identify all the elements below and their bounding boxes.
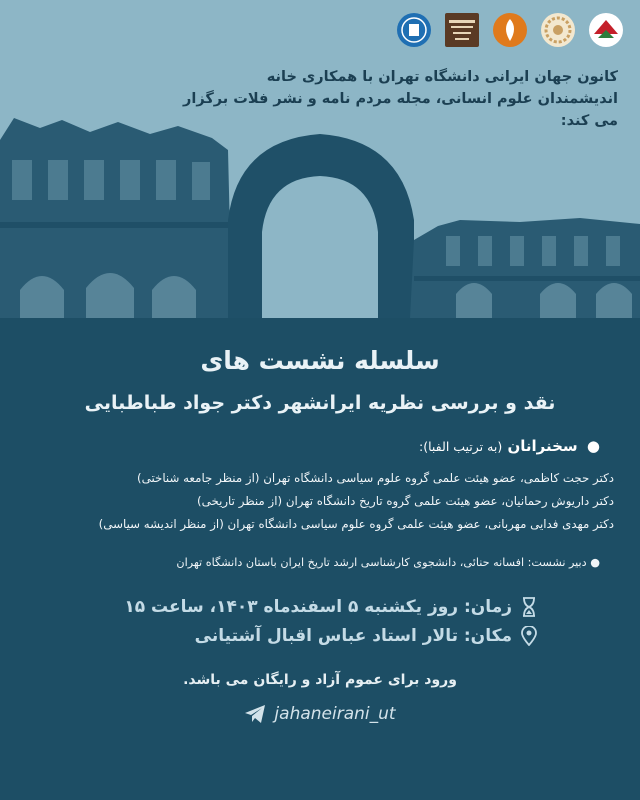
header-image-area <box>0 0 640 318</box>
organizer-line-1: کانون جهان ایرانی دانشگاه تهران با همکاری خانه <box>266 69 618 85</box>
telegram-handle[interactable]: jahaneirani_ut <box>274 704 396 724</box>
event-details <box>0 318 640 800</box>
secretary-text: دبیر نشست: افسانه حنائی، دانشجوی کارشناسی ارشد تاریخ ایران باستان دانشگاه تهران <box>176 556 587 569</box>
series-subtitle: نقد و بررسی نظریه ایرانشهر دکتر جواد طباطبایی <box>84 392 556 414</box>
bullet-icon: ● <box>586 437 600 455</box>
speakers-heading-note: (به ترتیب الفبا): <box>419 439 503 454</box>
telegram-icon <box>244 704 266 724</box>
event-place <box>195 626 538 646</box>
event-time <box>124 597 538 617</box>
khaneh-andishmandan-logo <box>588 12 624 48</box>
bullet-icon: ● <box>586 556 600 569</box>
speaker-item: دکتر مهدی فدایی مهربانی، عضو هیئت علمی گروه علوم سیاسی دانشگاه تهران (از منظر اندیشه سیاسی) <box>98 517 614 531</box>
partner-logos <box>396 8 624 52</box>
organizer-line-3: می کند: <box>560 113 618 129</box>
speakers-heading <box>419 437 600 455</box>
speaker-item: دکتر حجت کاظمی، عضو هیئت علمی گروه علوم سیاسی دانشگاه تهران (از منظر جامعه شناختی) <box>137 471 614 485</box>
rosette-logo <box>540 12 576 48</box>
session-secretary <box>176 556 600 569</box>
series-title: سلسله نشست های <box>200 346 440 375</box>
event-place-text: مکان: تالار استاد عباس اقبال آشتیانی <box>194 626 512 646</box>
organizer-line-2: اندیشمندان علوم انسانی، مجله مردم نامه و نشر فلات برگزار <box>183 91 618 107</box>
speaker-item: دکتر داریوش رحمانیان، عضو هیئت علمی گروه تاریخ دانشگاه تهران (از منظر تاریخی) <box>197 494 614 508</box>
mardomnameh-logo <box>444 12 480 48</box>
hourglass-icon <box>520 597 538 617</box>
telegram-channel[interactable] <box>0 704 640 724</box>
speakers-heading-label: سخنرانان <box>507 437 578 455</box>
entry-note: ورود برای عموم آزاد و رایگان می باشد. <box>183 672 457 688</box>
falat-logo <box>492 12 528 48</box>
location-pin-icon <box>520 626 538 646</box>
organizer-statement <box>78 66 618 132</box>
event-time-text: زمان: روز یکشنبه ۵ اسفندماه ۱۴۰۳، ساعت ۱۵ <box>124 597 512 617</box>
tehran-university-logo <box>396 12 432 48</box>
